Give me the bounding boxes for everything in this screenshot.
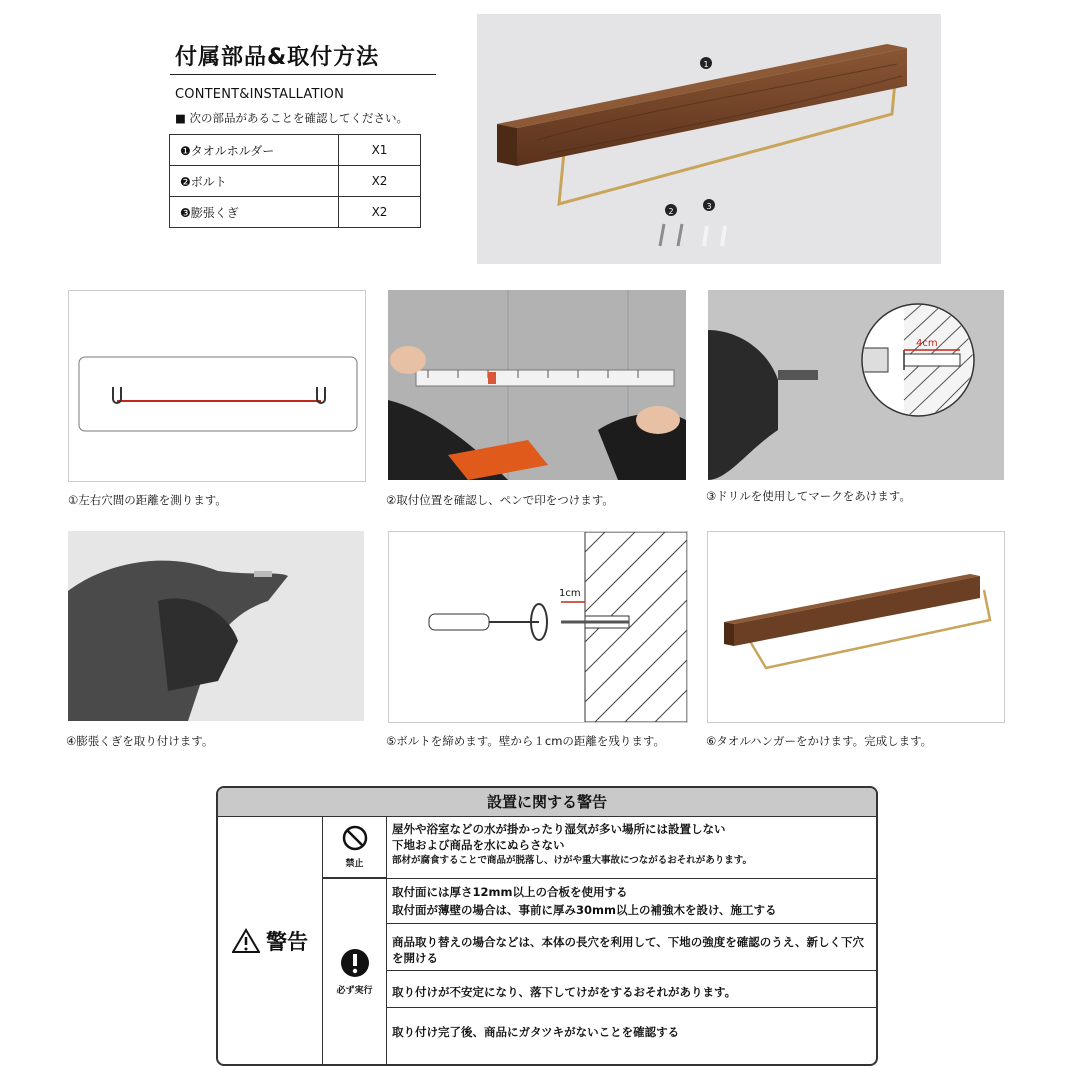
row-divider <box>323 878 876 879</box>
step-2-image <box>388 290 686 480</box>
gap-label: 1cm <box>559 588 581 599</box>
parts-table <box>169 134 421 228</box>
step-3-image <box>708 290 1004 480</box>
step-4-caption: ④膨張くぎを取り付けます。 <box>66 734 214 748</box>
step-3-caption: ③ドリルを使用してマークをあけます。 <box>706 489 911 503</box>
table-row <box>170 166 421 197</box>
step-2-caption: ②取付位置を確認し、ペンで印をつけます。 <box>386 493 614 507</box>
part-name: ❸膨張くぎ <box>170 197 339 228</box>
parts-check-note: ■ 次の部品があることを確認してください。 <box>175 111 409 125</box>
prohibit-symbol-label: 禁止 <box>345 859 364 869</box>
mandatory-item: 取り付けが不安定になり、落下してけがをするおそれがあります。 <box>392 985 737 999</box>
part-qty: X1 <box>339 135 421 166</box>
row-divider <box>387 1007 876 1008</box>
installed-holder <box>734 576 980 646</box>
row-divider <box>387 923 876 924</box>
step-6-image <box>707 531 1005 723</box>
svg-text:1: 1 <box>703 60 709 69</box>
mandatory-item: 取り付け完了後、商品にガタツキがないことを確認する <box>392 1025 680 1039</box>
table-row <box>170 197 421 228</box>
part-name: ❶タオルホルダー <box>170 135 339 166</box>
title-divider <box>170 74 436 75</box>
part-qty: X2 <box>339 166 421 197</box>
warning-triangle-icon <box>232 928 260 954</box>
screwdriver <box>429 614 489 630</box>
warning-panel <box>216 786 878 1066</box>
hand <box>636 406 680 434</box>
prohibit-line: 下地および商品を水にぬらさない <box>392 838 565 852</box>
step-6-caption: ⑥タオルハンガーをかけます。完成します。 <box>706 734 933 748</box>
bolts <box>660 224 682 246</box>
prohibit-line: 屋外や浴室などの水が掛かったり湿気が多い場所には設置しない <box>392 822 726 836</box>
page-title: 付属部品&取付方法 <box>175 45 380 70</box>
row-divider <box>387 970 876 971</box>
exclamation-icon <box>340 948 370 978</box>
step-4-image <box>68 531 364 721</box>
anchor-nails <box>704 226 725 246</box>
mandatory-symbol-cell <box>323 879 387 1064</box>
prohibit-symbol-cell <box>323 817 387 878</box>
step-5-image <box>388 531 688 723</box>
part-name: ❷ボルト <box>170 166 339 197</box>
towel-holder-illustration <box>477 14 941 264</box>
depth-label: 4cm <box>916 338 938 349</box>
step-1-caption: ①左右穴間の距離を測ります。 <box>68 493 227 507</box>
wood-bar-end <box>497 124 517 166</box>
prohibit-note: 部材が腐食することで商品が脱落し、けがや重大事故につながるおそれがあります。 <box>392 855 753 866</box>
prohibit-text <box>387 819 876 877</box>
warning-label: 警告 <box>266 929 308 954</box>
svg-text:3: 3 <box>706 202 712 211</box>
mandatory-item: 取付面には厚さ12mm以上の合板を使用する <box>392 885 628 899</box>
tape-measure <box>416 370 674 386</box>
warning-label-cell <box>218 817 323 1064</box>
step-5-caption: ⑤ボルトを締めます。壁から１cmの距離を残ります。 <box>386 734 665 748</box>
prohibit-icon <box>342 825 368 851</box>
mandatory-symbol-label: 必ず実行 <box>336 985 373 996</box>
page-subtitle: CONTENT&INSTALLATION <box>175 87 345 102</box>
warning-heading: 設置に関する警告 <box>218 788 876 817</box>
mandatory-item: 商品取り替えの場合などは、本体の長穴を利用して、下地の強度を確認のうえ、新しく下穴を開ける <box>392 935 864 965</box>
product-hero-image <box>477 14 941 264</box>
mandatory-item: 取付面が薄壁の場合は、事前に厚み30mm以上の補強木を設け、施工する <box>392 903 777 917</box>
step-1-image <box>68 290 366 482</box>
part-qty: X2 <box>339 197 421 228</box>
svg-text:2: 2 <box>668 207 674 216</box>
table-row <box>170 135 421 166</box>
